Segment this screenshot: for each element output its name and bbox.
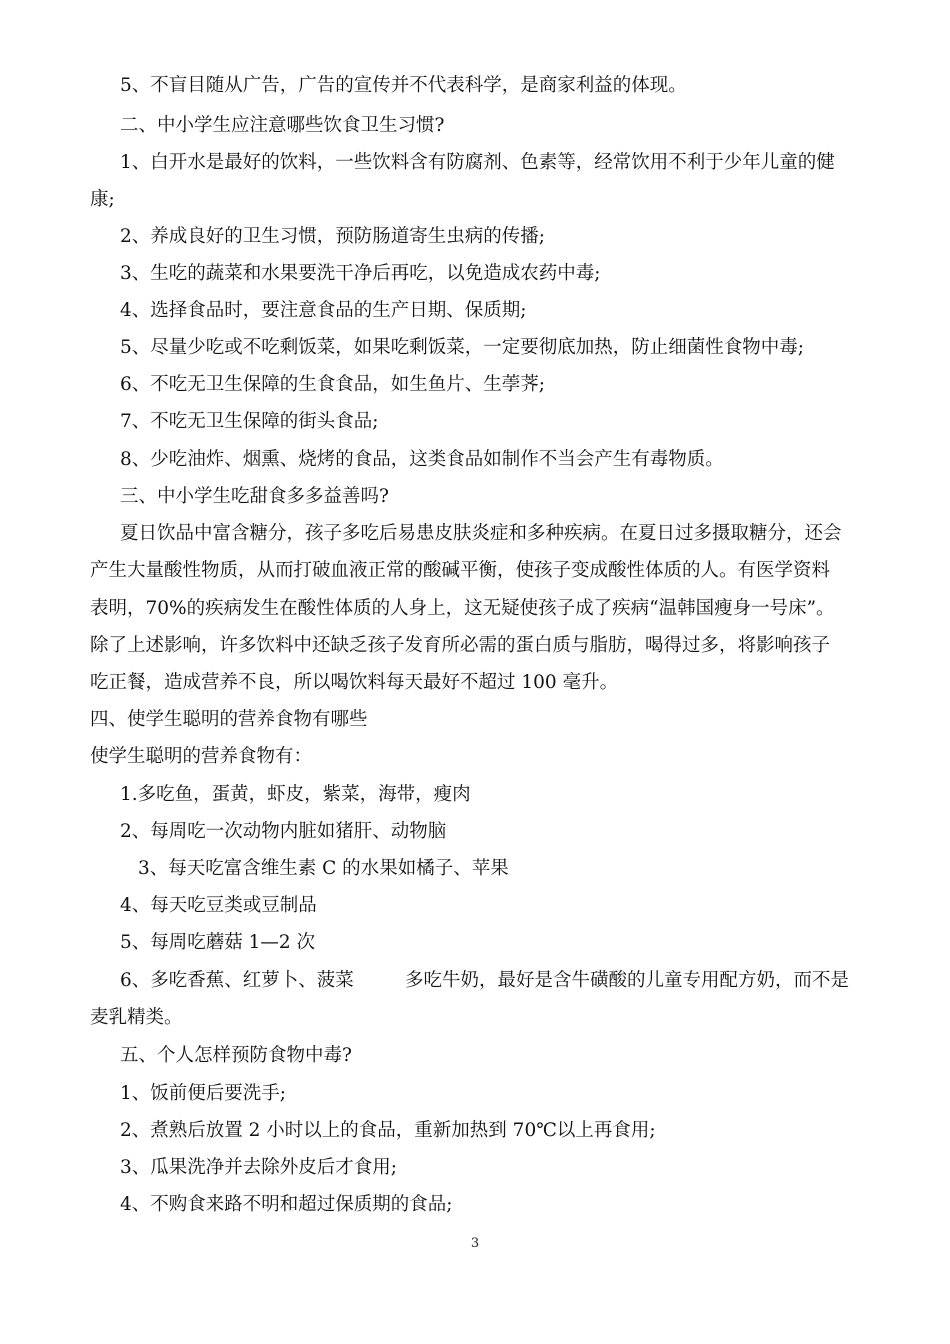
paragraph-line: 2、养成良好的卫生习惯，预防肠道寄生虫病的传播; bbox=[120, 226, 546, 247]
list-item: 6、多吃香蕉、红萝卜、菠菜 bbox=[120, 970, 354, 991]
paragraph-line: 麦乳精类。 bbox=[90, 1007, 183, 1028]
paragraph-line: 表明，70%的疾病发生在酸性体质的人身上，这无疑使孩子成了疾病“温韩国瘦身一号床”。 bbox=[90, 598, 835, 619]
paragraph-line: 8、少吃油炸、烟熏、烧烤的食品，这类食品如制作不当会产生有毒物质。 bbox=[120, 449, 724, 470]
paragraph-line: 除了上述影响，许多饮料中还缺乏孩子发育所必需的蛋白质与脂肪，喝得过多，将影响孩子 bbox=[90, 635, 831, 656]
list-item: 2、煮熟后放置 2 小时以上的食品，重新加热到 70℃以上再食用; bbox=[120, 1120, 656, 1141]
paragraph-line: 5、不盲目随从广告，广告的宣传并不代表科学，是商家利益的体现。 bbox=[120, 75, 687, 96]
paragraph-line: 4、选择食品时，要注意食品的生产日期、保质期; bbox=[120, 300, 527, 321]
list-item: 5、每周吃蘑菇 1—2 次 bbox=[120, 932, 316, 953]
paragraph-line: 7、不吃无卫生保障的街头食品; bbox=[120, 411, 379, 432]
list-item: 1、饭前便后要洗手; bbox=[120, 1083, 287, 1104]
section-heading: 四、使学生聪明的营养食物有哪些 bbox=[90, 709, 368, 730]
paragraph-line: 产生大量酸性物质，从而打破血液正常的酸碱平衡，使孩子变成酸性体质的人。有医学资料 bbox=[90, 560, 831, 581]
paragraph-line: 3、生吃的蔬菜和水果要洗干净后再吃，以免造成农药中毒; bbox=[120, 263, 601, 284]
list-item: 3、每天吃富含维生素 C 的水果如橘子、苹果 bbox=[138, 858, 509, 879]
paragraph-line: 夏日饮品中富含糖分，孩子多吃后易患皮肤炎症和多种疾病。在夏日过多摄取糖分，还会 bbox=[120, 523, 842, 544]
list-item: 4、每天吃豆类或豆制品 bbox=[120, 895, 317, 916]
list-item: 1.多吃鱼，蛋黄，虾皮，紫菜，海带，瘦肉 bbox=[120, 784, 471, 805]
paragraph-line: 5、尽量少吃或不吃剩饭菜，如果吃剩饭菜，一定要彻底加热，防止细菌性食物中毒; bbox=[120, 337, 805, 358]
paragraph-line: 康; bbox=[90, 189, 115, 210]
section-heading: 二、中小学生应注意哪些饮食卫生习惯? bbox=[120, 115, 445, 136]
list-item-continuation: 多吃牛奶，最好是含牛磺酸的儿童专用配方奶，而不是 bbox=[405, 970, 850, 991]
section-heading: 三、中小学生吃甜食多多益善吗? bbox=[120, 486, 389, 507]
section-heading: 五、个人怎样预防食物中毒? bbox=[120, 1045, 352, 1066]
paragraph-line: 吃正餐，造成营养不良，所以喝饮料每天最好不超过 100 毫升。 bbox=[90, 672, 619, 693]
list-item: 4、不购食来路不明和超过保质期的食品; bbox=[120, 1194, 453, 1215]
list-item: 3、瓜果洗净并去除外皮后才食用; bbox=[120, 1157, 398, 1178]
paragraph-line: 1、白开水是最好的饮料，一些饮料含有防腐剂、色素等，经常饮用不利于少年儿童的健 bbox=[120, 152, 835, 173]
page-number: 3 bbox=[470, 1236, 480, 1251]
paragraph-line: 6、不吃无卫生保障的生食食品，如生鱼片、生荸荠; bbox=[120, 374, 546, 395]
list-item: 2、每周吃一次动物内脏如猪肝、动物脑 bbox=[120, 821, 447, 842]
paragraph-line: 使学生聪明的营养食物有： bbox=[90, 746, 313, 767]
